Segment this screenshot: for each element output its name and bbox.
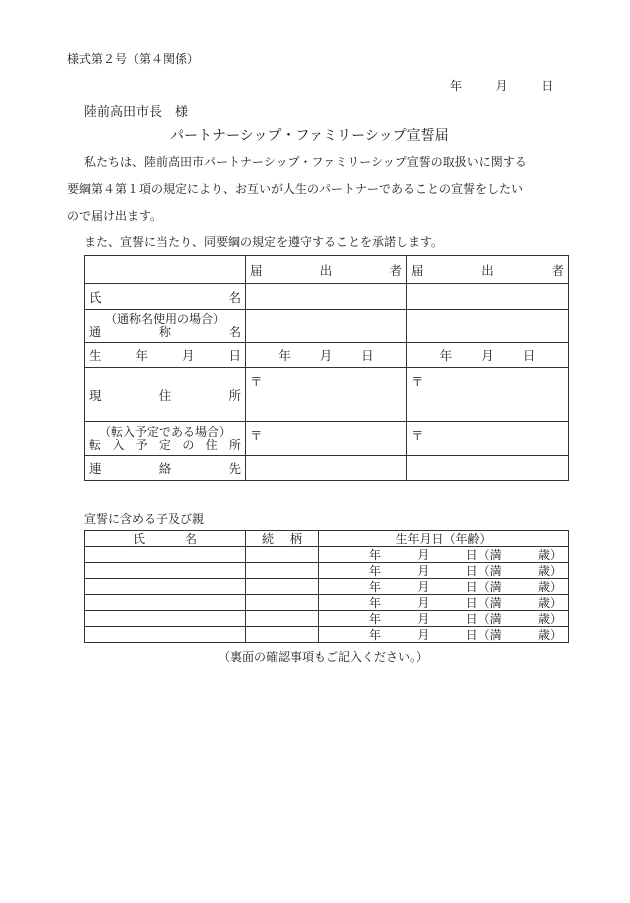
birthdate-label: 生 年 月 日 (85, 343, 246, 368)
row-day-label: 日（満 (465, 627, 502, 642)
row-year-label: 年 (369, 563, 382, 578)
name-row (85, 284, 569, 310)
applicant-2-birthdate-field[interactable]: 年 月 日 (407, 343, 569, 368)
applicant-1-header: 届 出 者 (246, 256, 407, 284)
document-title: パートナーシップ・ファミリーシップ宣誓届 (170, 128, 449, 144)
header-row (85, 256, 569, 284)
alias-row (85, 310, 569, 343)
address-row (85, 368, 569, 422)
children-table (84, 530, 569, 643)
body-line-4: また、宣誓に当たり、同要綱の規定を遵守することを承諾します。 (84, 235, 444, 249)
row-year-label: 年 (369, 627, 382, 642)
body-line-1: 私たちは、陸前高田市パートナーシップ・ファミリーシップ宣誓の取扱いに関する (84, 155, 527, 169)
date-month-label: 月 (495, 79, 508, 93)
children-name-header: 氏 名 (85, 531, 246, 547)
child-birth-field[interactable] (319, 611, 569, 627)
applicant-1-contact-field[interactable] (246, 456, 407, 481)
child-birth-field[interactable] (319, 627, 569, 643)
children-relation-header: 続 柄 (246, 531, 319, 547)
row-year-label: 年 (369, 579, 382, 594)
row-month-label: 月 (417, 579, 430, 594)
child-name-field[interactable] (85, 579, 246, 595)
form-number: 様式第２号（第４関係） (67, 52, 200, 66)
date-line (450, 79, 553, 94)
child-name-field[interactable] (85, 547, 246, 563)
row-day-label: 日（満 (465, 595, 502, 610)
birthdate-row (85, 343, 569, 368)
row-age-label: 歳） (537, 547, 562, 562)
child-birth-field[interactable] (319, 579, 569, 595)
move-address-row (85, 422, 569, 456)
date-day-label: 日 (541, 79, 554, 93)
contact-row (85, 456, 569, 481)
table-row (85, 563, 569, 579)
body-line-3: ので届け出ます。 (67, 209, 163, 223)
child-birth-field[interactable] (319, 595, 569, 611)
row-month-label: 月 (417, 611, 430, 626)
row-age-label: 歳） (537, 595, 562, 610)
applicant-1-move-address-field[interactable] (246, 422, 407, 456)
child-relation-field[interactable] (246, 579, 319, 595)
alias-note: （通称名使用の場合） (104, 312, 225, 326)
move-note: （転入予定である場合） (98, 424, 231, 439)
row-age-label: 歳） (537, 627, 562, 642)
row-day-label: 日（満 (465, 547, 502, 562)
child-relation-field[interactable] (246, 547, 319, 563)
address-label: 現 住 所 (85, 368, 246, 422)
table-row (85, 595, 569, 611)
child-birth-field[interactable] (319, 563, 569, 579)
children-birth-header: 生年月日（年齢） (319, 531, 569, 547)
child-relation-field[interactable] (246, 627, 319, 643)
postal-mark: 〒 (411, 374, 424, 389)
child-birth-field[interactable] (319, 547, 569, 563)
child-name-field[interactable] (85, 627, 246, 643)
children-header-row (85, 531, 569, 547)
applicant-2-move-address-field[interactable] (407, 422, 569, 456)
applicant-1-name-field[interactable] (246, 284, 407, 310)
row-month-label: 月 (417, 563, 430, 578)
child-relation-field[interactable] (246, 563, 319, 579)
postal-mark: 〒 (250, 428, 263, 443)
row-day-label: 日（満 (465, 563, 502, 578)
children-section-heading: 宣誓に含める子及び親 (84, 512, 205, 526)
child-name-field[interactable] (85, 595, 246, 611)
row-month-label: 月 (417, 547, 430, 562)
row-month-label: 月 (417, 627, 430, 642)
addressee: 陸前高田市長 様 (84, 105, 189, 120)
contact-label: 連 絡 先 (85, 456, 246, 481)
row-age-label: 歳） (537, 563, 562, 578)
alias-label: （通称名使用の場合） 通 称 名 (85, 310, 246, 343)
applicant-2-address-field[interactable] (407, 368, 569, 422)
child-name-field[interactable] (85, 563, 246, 579)
applicant-2-alias-field[interactable] (407, 310, 569, 343)
postal-mark: 〒 (411, 428, 424, 443)
row-year-label: 年 (369, 611, 382, 626)
row-day-label: 日（満 (465, 579, 502, 594)
table-row (85, 627, 569, 643)
postal-mark: 〒 (250, 374, 263, 389)
date-year-label: 年 (450, 79, 463, 93)
child-relation-field[interactable] (246, 611, 319, 627)
child-relation-field[interactable] (246, 595, 319, 611)
applicant-2-contact-field[interactable] (407, 456, 569, 481)
table-row (85, 611, 569, 627)
child-name-field[interactable] (85, 611, 246, 627)
applicant-2-name-field[interactable] (407, 284, 569, 310)
table-row (85, 579, 569, 595)
row-age-label: 歳） (537, 579, 562, 594)
row-year-label: 年 (369, 547, 382, 562)
applicant-1-alias-field[interactable] (246, 310, 407, 343)
body-line-2: 要綱第４第１項の規定により、お互いが人生のパートナーであることの宣誓をしたい (67, 182, 524, 196)
row-year-label: 年 (369, 595, 382, 610)
applicant-2-header: 届 出 者 (407, 256, 569, 284)
row-month-label: 月 (417, 595, 430, 610)
row-age-label: 歳） (537, 611, 562, 626)
applicant-table (84, 255, 569, 481)
applicant-1-address-field[interactable] (246, 368, 407, 422)
name-label: 氏 名 (85, 284, 246, 310)
row-day-label: 日（満 (465, 611, 502, 626)
table-row (85, 547, 569, 563)
applicant-1-birthdate-field[interactable]: 年 月 日 (246, 343, 407, 368)
move-address-label: （転入予定である場合） 転 入 予 定 の 住 所 (85, 422, 246, 456)
footer-note: （裏面の確認事項もご記入ください。） (218, 650, 429, 664)
